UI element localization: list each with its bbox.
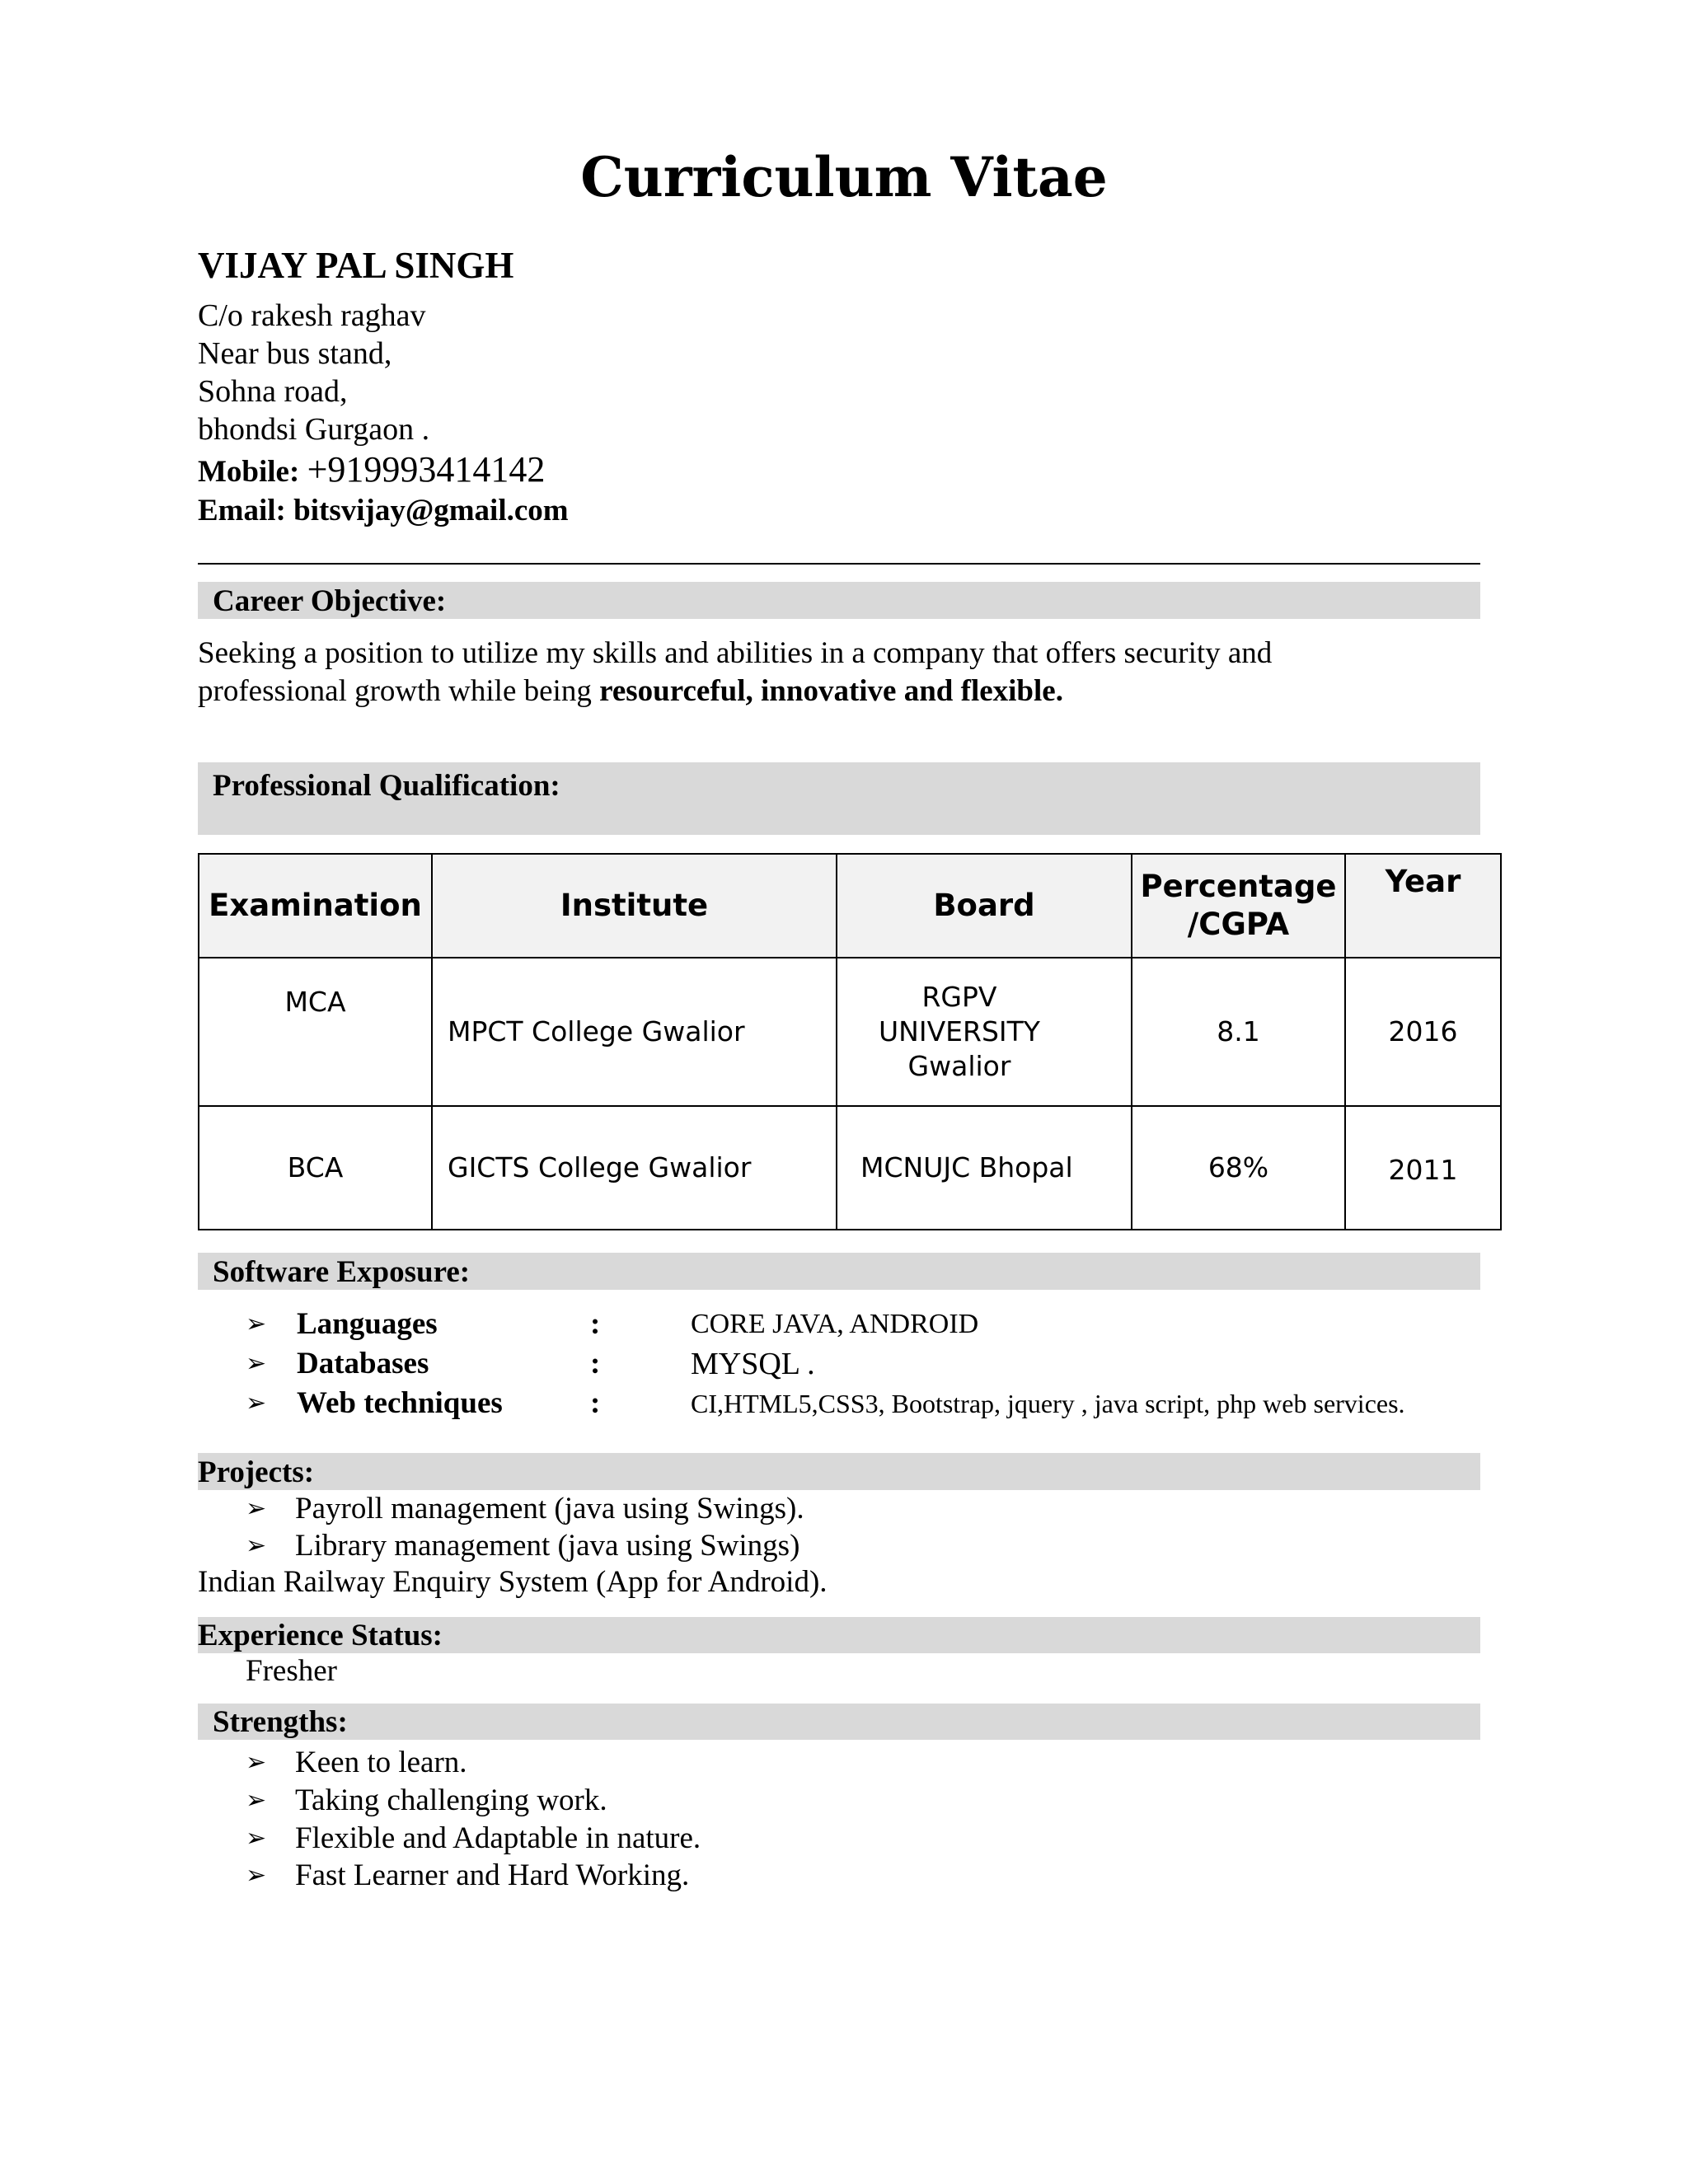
project-item-extra: Indian Railway Enquiry System (App for Android). bbox=[198, 1565, 828, 1599]
cell-board-text bbox=[879, 980, 1040, 1084]
cell-board bbox=[837, 958, 1132, 1106]
career-objective-line-2-plain: professional growth while being bbox=[198, 674, 600, 708]
cell-year: 2016 bbox=[1345, 958, 1501, 1106]
software-item-databases bbox=[0, 1345, 1688, 1383]
cell-board-line-3: Gwalior bbox=[907, 1050, 1011, 1082]
header-percentage-line-1: Percentage bbox=[1140, 869, 1337, 904]
header-percentage-line-2: /CGPA bbox=[1187, 907, 1290, 942]
table-row bbox=[199, 958, 1501, 1106]
software-label: Web techniques bbox=[297, 1386, 503, 1420]
software-label: Databases bbox=[297, 1347, 429, 1380]
strength-item: Flexible and Adaptable in nature. bbox=[295, 1821, 701, 1855]
projects-heading-bar bbox=[198, 1453, 1480, 1490]
address-line-1: C/o rakesh raghav bbox=[198, 298, 426, 333]
software-item-languages bbox=[0, 1305, 1688, 1343]
candidate-name: VIJAY PAL SINGH bbox=[198, 245, 514, 286]
career-objective-line-1: Seeking a position to utilize my skills and abilities in a company that offers security and bbox=[198, 636, 1273, 670]
software-colon: : bbox=[590, 1307, 601, 1341]
bullet-arrow-icon: ➢ bbox=[246, 1748, 267, 1777]
bullet-arrow-icon: ➢ bbox=[246, 1494, 267, 1523]
address-line-4: bhondsi Gurgaon . bbox=[198, 412, 430, 447]
email-address: bitsvijay@gmail.com bbox=[293, 494, 569, 527]
bullet-arrow-icon: ➢ bbox=[246, 1786, 267, 1815]
cell-score: 68% bbox=[1132, 1106, 1345, 1230]
strength-item: Fast Learner and Hard Working. bbox=[295, 1858, 690, 1892]
software-label: Languages bbox=[297, 1307, 438, 1341]
bullet-arrow-icon: ➢ bbox=[246, 1310, 267, 1338]
career-objective-heading: Career Objective: bbox=[213, 584, 447, 618]
cell-examination: MCA bbox=[199, 958, 432, 1106]
email-label: Email: bbox=[198, 494, 286, 527]
cell-board: MCNUJC Bhopal bbox=[837, 1106, 1132, 1230]
bullet-arrow-icon: ➢ bbox=[246, 1389, 267, 1418]
table-header-row bbox=[199, 854, 1501, 958]
project-item: Library management (java using Swings) bbox=[295, 1529, 800, 1563]
header-year: Year bbox=[1345, 854, 1501, 958]
table-row bbox=[199, 1106, 1501, 1230]
cell-institute: MPCT College Gwalior bbox=[432, 958, 837, 1106]
cell-year: 2011 bbox=[1345, 1106, 1501, 1230]
address-line-3: Sohna road, bbox=[198, 374, 348, 409]
cell-examination: BCA bbox=[199, 1106, 432, 1230]
cell-institute: GICTS College Gwalior bbox=[432, 1106, 837, 1230]
header-institute: Institute bbox=[432, 854, 837, 958]
qualification-table bbox=[198, 853, 1502, 1230]
mobile-number: +919993414142 bbox=[307, 449, 546, 490]
experience-status-value: Fresher bbox=[246, 1654, 337, 1688]
qualification-heading: Professional Qualification: bbox=[213, 769, 560, 803]
career-objective-emphasis: resourceful, innovative and flexible. bbox=[599, 674, 1063, 708]
bullet-arrow-icon: ➢ bbox=[246, 1349, 267, 1378]
mobile-line bbox=[198, 451, 545, 491]
strengths-heading-bar bbox=[198, 1704, 1480, 1740]
career-objective-heading-bar bbox=[198, 582, 1480, 619]
strength-item: Keen to learn. bbox=[295, 1746, 467, 1779]
software-heading: Software Exposure: bbox=[213, 1255, 471, 1289]
software-item-web-techniques bbox=[0, 1385, 1688, 1422]
bullet-arrow-icon: ➢ bbox=[246, 1531, 267, 1560]
bullet-arrow-icon: ➢ bbox=[246, 1861, 267, 1890]
software-heading-bar bbox=[198, 1253, 1480, 1290]
project-item: Payroll management (java using Swings). bbox=[295, 1492, 804, 1526]
header-board: Board bbox=[837, 854, 1132, 958]
document-title: Curriculum Vitae bbox=[580, 145, 1108, 209]
software-value: MYSQL . bbox=[691, 1347, 815, 1381]
header-percentage bbox=[1132, 854, 1345, 958]
experience-heading: Experience Status: bbox=[198, 1619, 443, 1652]
address-line-2: Near bus stand, bbox=[198, 336, 392, 371]
mobile-label: Mobile: bbox=[198, 455, 300, 489]
cell-board-line-1: RGPV bbox=[921, 981, 997, 1013]
cell-score: 8.1 bbox=[1132, 958, 1345, 1106]
header-divider bbox=[198, 563, 1480, 565]
bullet-arrow-icon: ➢ bbox=[246, 1824, 267, 1853]
cell-board-line-2: UNIVERSITY bbox=[879, 1015, 1040, 1047]
strength-item: Taking challenging work. bbox=[295, 1783, 607, 1817]
software-value: CI,HTML5,CSS3, Bootstrap, jquery , java script, php web services. bbox=[691, 1389, 1405, 1418]
software-colon: : bbox=[590, 1347, 601, 1380]
header-examination: Examination bbox=[199, 854, 432, 958]
career-objective-line-2 bbox=[198, 673, 1063, 710]
email-line bbox=[198, 492, 569, 530]
projects-heading: Projects: bbox=[198, 1455, 315, 1489]
strengths-heading: Strengths: bbox=[213, 1705, 348, 1739]
software-colon: : bbox=[590, 1386, 601, 1420]
qualification-heading-bar bbox=[198, 762, 1480, 835]
software-value: CORE JAVA, ANDROID bbox=[691, 1309, 979, 1339]
experience-heading-bar bbox=[198, 1617, 1480, 1653]
